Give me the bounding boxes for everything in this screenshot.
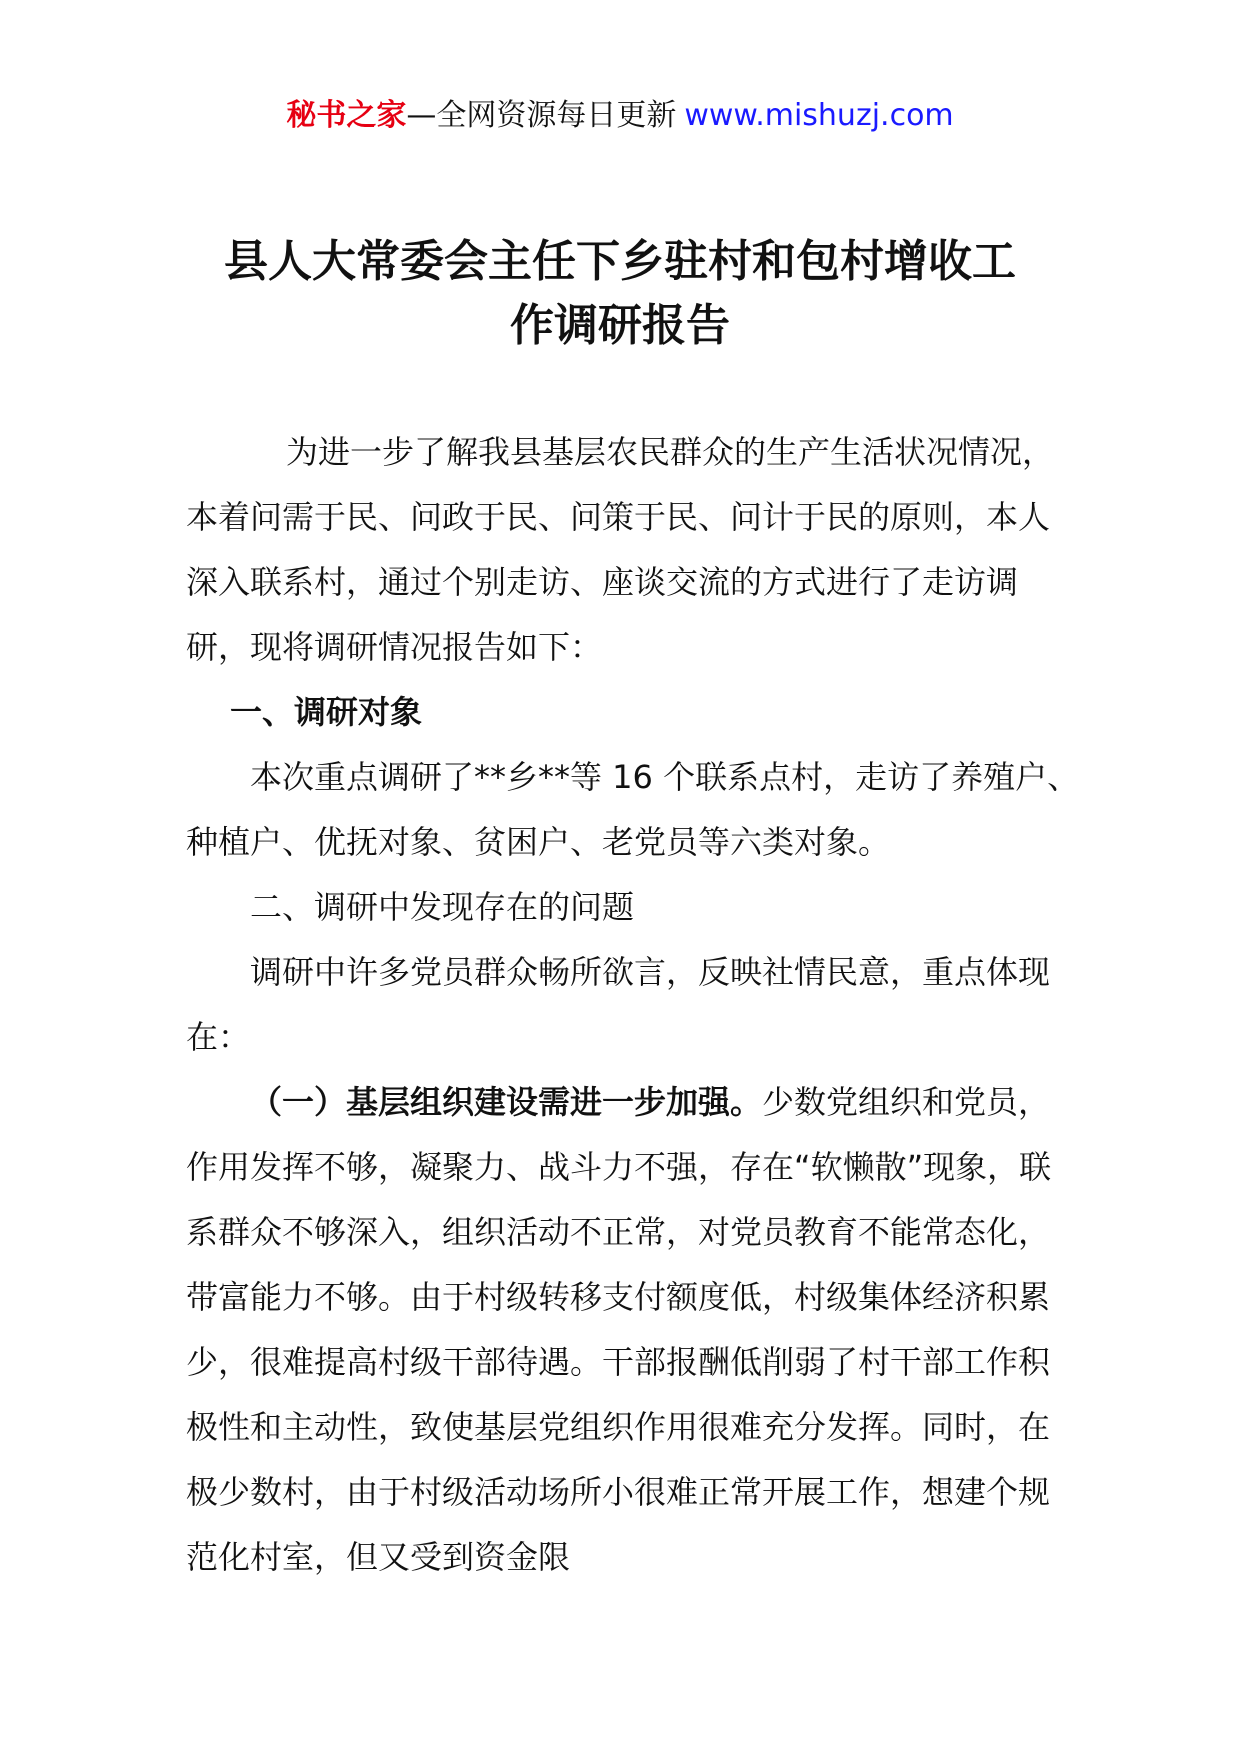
point1-paragraph [186,1070,1066,1590]
point1-heading: （一）基层组织建设需进一步加强。 [250,1083,763,1121]
site-brand: 秘书之家 [286,98,407,133]
document-body [186,420,1080,1590]
section1-heading: 一、调研对象 [230,693,423,731]
point1-text: 少数党组织和党员，作用发挥不够，凝聚力、战斗力不强，存在“软懒散”现象，联系群众不够深入，组织活动不正常，对党员教育不能常态化，带富能力不够。由于村级转移支付额度低，村级集体经济积累少，很难提高村级干部待遇。干部报酬低削弱了村干部工作积极性和主动性，致使基层党组织作用很难充分发挥。同时，在极少数村，由于村级活动场所小很难正常开展工作，想建个规范化村室，但又受到资金限 [186,1083,1052,1576]
section1-line-2: 种植户、优抚对象、贫困户、老党员等六类对象。 [186,823,891,861]
title-line-1: 县人大常委会主任下乡驻村和包村增收工 [224,236,1016,287]
intro-paragraph: 为进一步了解我县基层农民群众的生产生活状况情况，本着问需于民、问政于民、问策于民、问计于民的原则，本人深入联系村，通过个别走访、座谈交流的方式进行了走访调研，现将调研情况报告如下： [186,433,1055,666]
section2-heading: 二、调研中发现存在的问题 [250,888,635,926]
site-header [0,96,1240,136]
site-tagline: —全网资源每日更新 [406,98,677,133]
section2-intro-paragraph: 调研中许多党员群众畅所欲言，反映社情民意，重点体现在： [186,953,1051,1056]
document-title [180,230,1060,358]
title-line-2: 作调研报告 [510,300,730,351]
section1-line-1: 本次重点调研了**乡**等 16 个联系点村，走访了养殖户、 [250,758,1080,796]
site-url-link[interactable]: www.mishuzj.com [684,98,954,133]
